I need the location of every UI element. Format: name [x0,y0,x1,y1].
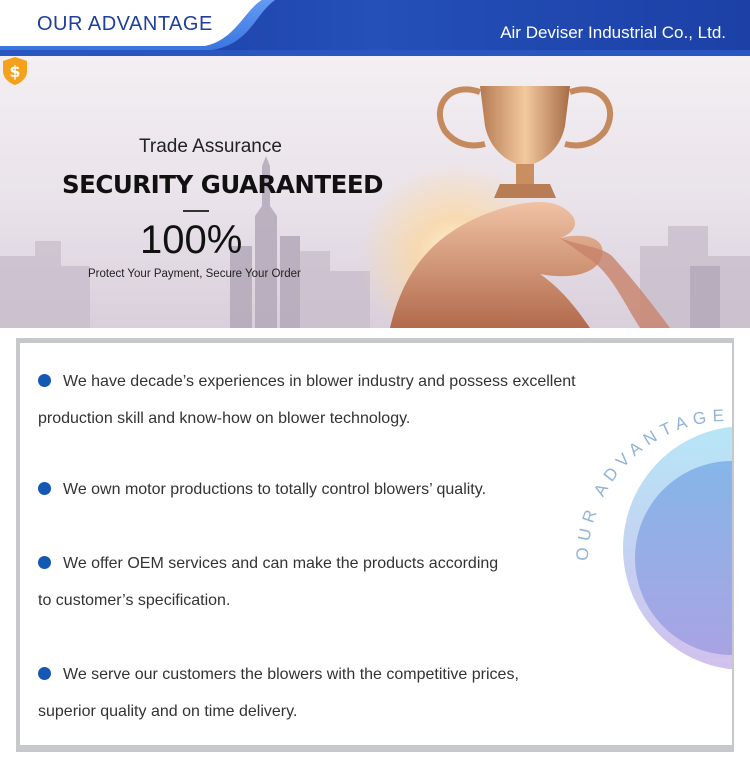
dollar-shield-icon [0,56,30,86]
bullet-icon [38,667,51,680]
header-bar [0,0,750,56]
advantage-item: We have decade’s experiences in blower industry and possess excellent production skill and know-how on blower technology. [38,373,576,427]
divider [183,210,209,212]
section-title: OUR ADVANTAGE [37,13,213,35]
circle-caption: OUR ADVANTAGE [572,405,731,562]
advantage-item: We serve our customers the blowers with the competitive prices, superior quality and on time delivery. [38,666,519,720]
bullet-icon [38,482,51,495]
trade-assurance-banner [0,56,750,328]
advantage-item: We offer OEM services and can make the products according to customer’s specification. [38,555,499,609]
banner-tagline: Protect Your Payment, Secure Your Order [88,268,301,280]
bullet-icon [38,556,51,569]
security-headline: SECURITY GUARANTEED [62,170,383,199]
trade-assurance-label: Trade Assurance [139,136,282,157]
advantages-card [20,343,732,745]
svg-text:$: $ [9,62,21,81]
company-name: Air Deviser Industrial Co., Ltd. [500,23,726,42]
advantage-item: We own motor productions to totally control blowers’ quality. [38,471,486,508]
percent-value: 100% [140,218,243,262]
bullet-icon [38,374,51,387]
